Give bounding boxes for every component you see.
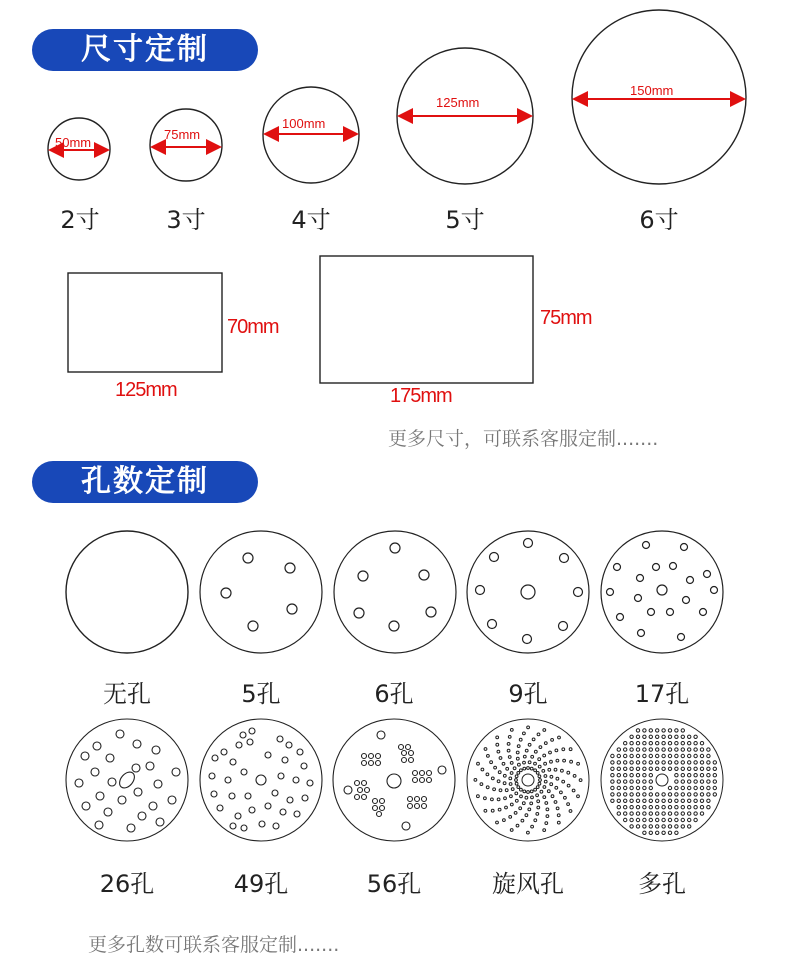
hole-label-49: 49孔 [233, 870, 289, 898]
pad-56-holes [333, 719, 455, 841]
pad-multi-holes [601, 719, 723, 841]
dim-label-2cun: 50mm [55, 135, 92, 150]
pad-9-holes [467, 531, 589, 653]
hole-label-6: 6孔 [374, 680, 414, 708]
holes-more-note: 更多孔数可联系客服定制....... [88, 934, 340, 956]
hole-label-26: 26孔 [99, 870, 155, 898]
dim-label-4cun: 100mm [282, 116, 326, 131]
size-label-4cun: 4寸 [291, 206, 331, 234]
pad-49-holes [200, 719, 322, 841]
hole-label-17: 17孔 [634, 680, 690, 708]
rect1-height-label: 70mm [227, 316, 279, 338]
hole-label-multi: 多孔 [638, 870, 686, 898]
size-label-3cun: 3寸 [166, 206, 206, 234]
size-label-6cun: 6寸 [639, 206, 679, 234]
rect2-height-label: 75mm [540, 307, 592, 329]
circle-3cun [150, 109, 222, 181]
hole-label-9: 9孔 [508, 680, 548, 708]
pad-no-holes [66, 531, 188, 653]
rect-125x70 [68, 273, 222, 372]
size-more-note: 更多尺寸，可联系客服定制....... [388, 428, 659, 450]
dim-label-5cun: 125mm [436, 95, 480, 110]
pad-26-holes [66, 719, 188, 841]
dim-label-3cun: 75mm [164, 127, 201, 142]
pad-17-holes [601, 531, 723, 653]
dim-label-6cun: 150mm [630, 83, 674, 98]
hole-label-cyclone: 旋风孔 [492, 870, 564, 898]
rect1-width-label: 125mm [115, 379, 177, 401]
size-label-2cun: 2寸 [60, 206, 100, 234]
size-section-banner: 尺寸定制 [32, 29, 258, 71]
size-label-5cun: 5寸 [445, 206, 485, 234]
rect-175x75 [320, 256, 533, 383]
rect2-width-label: 175mm [390, 385, 452, 407]
pad-6-holes [334, 531, 456, 653]
hole-label-56: 56孔 [366, 870, 422, 898]
pad-5-holes [200, 531, 322, 653]
circle-4cun [263, 87, 359, 183]
circle-5cun [397, 48, 533, 184]
holes-section-banner: 孔数定制 [32, 461, 258, 503]
pad-cyclone-holes [467, 719, 589, 841]
hole-label-5: 5孔 [241, 680, 281, 708]
hole-label-0: 无孔 [103, 680, 151, 708]
